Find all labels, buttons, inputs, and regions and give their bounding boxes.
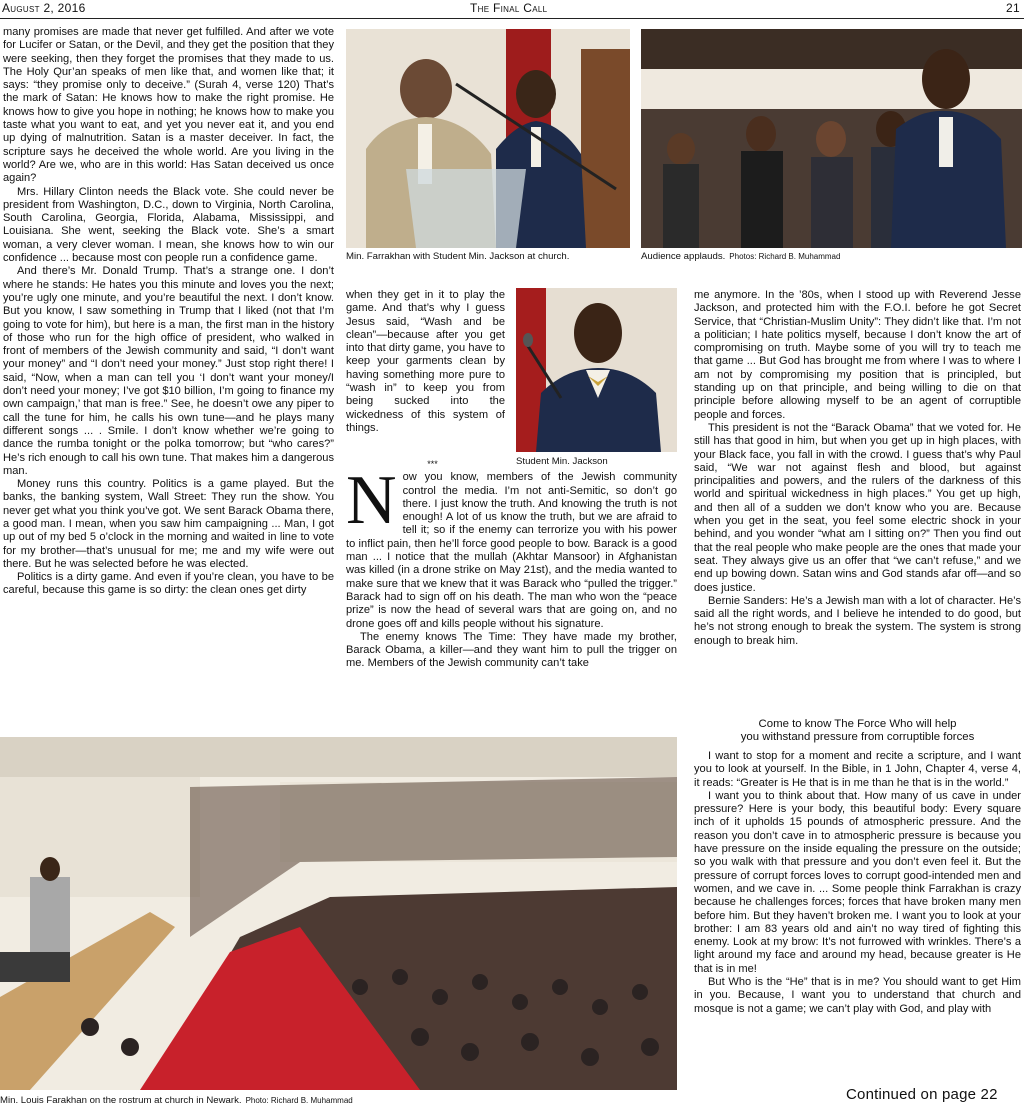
paragraph-text: ow you know, members of the Jewish community control the media. I’m not anti-Semitic, so don’t go there. I just know the truth. And knowing the truth is not enough! A lot of us know the truth, but we are afraid to tell it; so if the enemy can terrorize you with his power to inflict pain, then he’ll force good people to bow. Barack is a good man ... I notice that the mullah (Akhtar Mansoor) in Afghanistan was killed (in a drone strike on May 21st), and the media wanted to make sure that we knew that it was Barack who “pulled the trigger.” Barack had to sign off on his death. The man who won the “peace prize” is now the head of several wars that are going on, and no drone goes off and kills people without his signature. xyxy=(346,471,677,630)
issue-date: August 2, 2016 xyxy=(2,1,86,15)
caption-text: Student Min. Jackson xyxy=(516,456,608,467)
paragraph: Politics is a dirty game. And even if you’re clean, you have to be careful, because this game is so dirty: the clean ones get dirty xyxy=(3,571,334,597)
article-column-2 xyxy=(346,458,677,726)
caption-bottom xyxy=(0,1095,677,1106)
paragraph: many promises are made that never get fulfilled. And after we vote for Lucifer or Satan, or the Devil, and they get the position that they were seeking, then they forget the promises that they made to us. The Holy Qur’an speaks of men like that, and women like that; it says: “they promise only to deceive.” (Surah 4, verse 120) That’s the mark of Satan: He knows how to make the right promise. He knows how to give you hope in nothing; he knows how to make you taste what you want to eat, and yet you never eat it, and you end up dying of malnutrition. Satan is a master deceiver. In fact, the scripture says he deceived the whole world. Are you living in the world? Are we, who are in this world: Has Satan deceived us once again? xyxy=(3,26,334,185)
paragraph: when they get in it to play the game. And that’s why I guess Jesus said, “Wash and be clean”—because after you get into that dirty game, you have to keep your garments clean by having something more pure to “wash in” to keep you from being sucked into the wickedness of this system of things. xyxy=(346,289,505,434)
photo-credit: Photos: Richard B. Muhammad xyxy=(729,252,841,261)
article-column-2-top xyxy=(346,289,505,461)
paragraph: I want to stop for a moment and recite a scripture, and I want you to look at yourself. In the Bible, in 1 John, Chapter 4, verse 4, it reads: “Greater is He that is in me than he that is in the world.” xyxy=(694,750,1021,789)
section-break: *** xyxy=(427,459,438,469)
photo-credit: Photo: Richard B. Muhammad xyxy=(245,1096,353,1105)
subheading xyxy=(694,718,1021,745)
paragraph: But Who is the “He” that is in me? You should want to get Him in you. Because, I want you to understand that church and mosque is not a game; we can’t play with God, and play with xyxy=(694,976,1021,1015)
newspaper-name: The Final Call xyxy=(470,1,548,15)
subheading-line-1: Come to know The Force Who will help xyxy=(758,718,957,730)
paragraph: This president is not the “Barack Obama” that we voted for. He still has that good in him, but when you get up in high places, with your Black face, you fall in with the crowd. I guess that’s why Paul said, “We war not against flesh and blood, but against principalities and powers, and the rulers of the darkness of this world and spiritual wickedness in high places.” You get up high, and then all of a sudden we don’t know who you are. Because when you get in the seat, you feel some electric shock in your behind, and you wonder “what am I sitting on?” Then you find out that the real people who make people are the ones that made your seat. They always give us an offer that “we can’t refuse,” and we end up bowing down. Satan wins and God stands afar off—and so does justice. xyxy=(694,421,1021,594)
paragraph-dropcap xyxy=(346,462,677,631)
paragraph: Money runs this country. Politics is a game played. But the banks, the banking system, Wall Street: They run the show. You never get what you think you’ve got. We sent Barack Obama there, a good man. I mean, when you saw him campaigning ... Man, I got up out of my bed 5 o’clock in the morning and waited in line to vote for my brother—that’s unusual for me; me and my wife were out there. But he was selected before he was elected. xyxy=(3,478,334,570)
paragraph: I want you to think about that. How many of us cave in under pressure? Here is your body, this beautiful body: Every square inch of it upholds 15 pounds of atmospheric pressure. And the reason you don’t cave in to atmospheric pressure is because you have pressure on the inside equaling the pressure on the outside; so you walk with that pressure and you don’t even feel it. But the pressure of corrupt forces loves to corrupt good-intended men and women, and we cave in. ... Some people think Farrakhan is crazy because he challenges forces; forces that have broken many men before him. But they haven’t broken me. I want you to look at your brother: I am 83 years old and ain’t no way tired of fighting this enemy. Look at my brow: It’s not furrowed with wrinkles. There’s a light around my face and around my head, because greater is He that is in me! xyxy=(694,789,1021,975)
paragraph: Bernie Sanders: He’s a Jewish man with a lot of character. He’s said all the right words, and I believe he intended to do good, but he’s not strong enough to break the system. The system is strong enough to break him. xyxy=(694,594,1021,647)
photo-audience-applauds xyxy=(641,29,1022,248)
caption-text: Min. Farrakhan with Student Min. Jackson at church. xyxy=(346,251,570,262)
photo-church-newark xyxy=(0,737,677,1090)
paragraph: And there’s Mr. Donald Trump. That’s a strange one. I don’t where he stands: He hates you this minute and loves you the next; you’re ugly one minute, and you’re beautiful the next. I don’t know. But you know, I saw something in Trump that I liked (not that I’m going to vote for him), but here is a man, the first man in the history of those who run for the high office of president, who walked in front of members of the Jewish community and said, “I don’t want your money” and “I don’t need your money.” Just stop right there! I said, “Now, when a man can tell you ‘I don’t want your money/I don’t need your money; I’ve got $10 billion, I’m going to finance my own campaign,’ that man is free.” See, he doesn’t owe any piper to call the tune for him, he calls his own tune—and he plays many different songs ... . Smile. I don’t know whether we’re going to dance the rumba tonight or the polka tomorrow; but “who cares?” He’s rich enough to call his own tune. That makes him a dangerous man. xyxy=(3,265,334,477)
page-header xyxy=(0,0,1024,19)
continued-notice: Continued on page 22 xyxy=(846,1086,998,1103)
photo-farrakhan-with-jackson xyxy=(346,29,630,248)
paragraph: me anymore. In the ’80s, when I stood up with Reverend Jesse Jackson, and protected him with the F.O.I. before he got Secret Service, that “Christian-Muslim Unity”: They didn’t like that. I’m not a politician; I hate politics myself, because I don’t know the art of compromising on truth. Maybe some of you will try to teach me that game ... But God has brought me from where I was to where I am not by compromising my position that is principled, but standing up on that principle, and being willing to die on that principle before allowing myself to be an agent of corruptible people and forces. xyxy=(694,289,1021,421)
page-number: 21 xyxy=(1006,1,1020,15)
caption-text: Audience applauds. xyxy=(641,251,726,262)
drop-cap: N xyxy=(346,462,397,540)
caption-top-left xyxy=(346,251,630,262)
article-column-1 xyxy=(3,26,334,724)
photo-student-min-jackson xyxy=(516,288,677,452)
article-column-3 xyxy=(694,289,1021,699)
paragraph: Mrs. Hillary Clinton needs the Black vote. She could never be president from Washington, D.C., down to Virginia, North Carolina, South Carolina, Georgia, Florida, Alabama, Mississippi, and Louisiana. She went, seeking the Black vote. She’s a smart woman, a very clever woman. I mean, she knows how to win our confidence ... because most con people run a confidence game. xyxy=(3,185,334,265)
paragraph: The enemy knows The Time: They have made my brother, Barack Obama, a killer—and they want him to pull the trigger on me. Members of the Jewish community can’t take xyxy=(346,630,677,670)
caption-text: Min. Louis Farakhan on the rostrum at church in Newark. xyxy=(0,1095,242,1106)
article-column-3-bottom xyxy=(694,750,1021,1084)
caption-top-right xyxy=(641,251,1022,262)
subheading-line-2: you withstand pressure from corruptible forces xyxy=(740,731,975,744)
